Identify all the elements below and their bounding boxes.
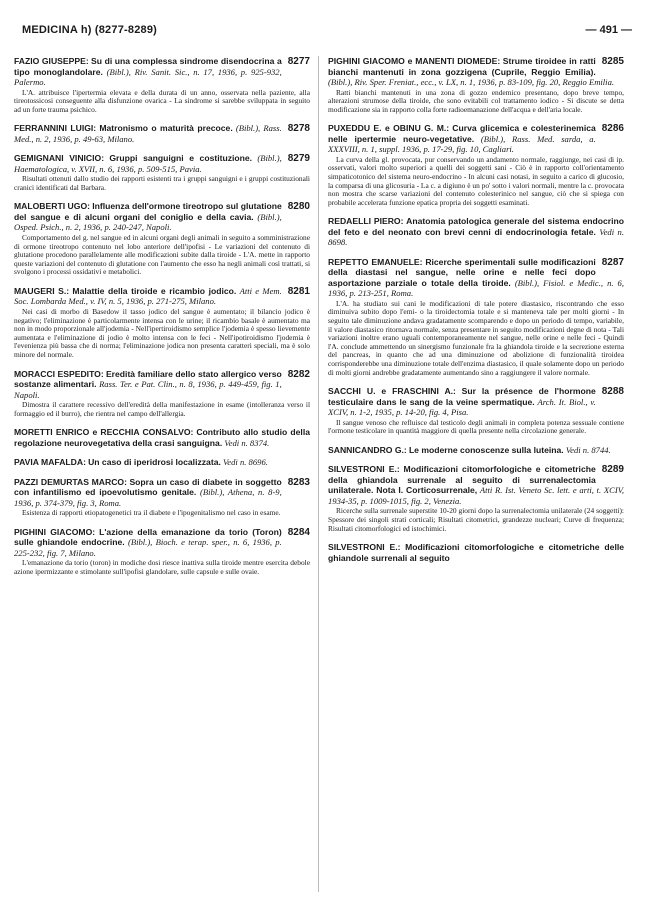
bibliography-entry: [14, 56, 310, 114]
entry-number: 8288: [601, 386, 624, 398]
entry-heading: [14, 457, 310, 468]
entry-title: Modificazioni citomorfologiche e citometriche delle ghiandole surrenali al seguito: [328, 542, 624, 563]
entry-number: 8278: [287, 123, 310, 135]
entry-heading: [328, 445, 624, 456]
entry-author: MAUGERI S.:: [14, 285, 70, 296]
entry-heading: [14, 286, 310, 307]
bibliography-entry: [14, 477, 310, 518]
entry-abstract: L'A. ha studiato sui cani le modificazioni di tale potere diastasico, riscontrando che esso diminuiva subito dopo l'emi- o la tiroidectomia totale e si manteneva tale per molti giorni - In seguito tale diminuzione andava gradatamente scomparendo e dopo un periodo di tempo, variabile, il valore diastasico ritornava normale, senza presentare in seguito modificazioni degne di nota - Tali variazioni inoltre erano uguali contemporaneamente nel sangue, nelle orine e nelle feci - Quindi l'A. conclude ammettendo un sinergismo funzionale fra la ghiandola tiroide e la secrezione esterna del pancreas, in quanto che ad una diminuzione od abolizione di funzionalità tiroidea corrisponderebbe una diminuzione totale dell'enzima diastasico, il quale solamente dopo un periodo di molti giorni andrebbe gradatamente aumentando sino a raggiungere il valore normale.: [328, 298, 624, 377]
bibliography-entry: [328, 464, 624, 533]
entry-author: SILVESTRONI E.:: [328, 464, 400, 475]
entry-heading: [328, 216, 624, 248]
entry-number: 8279: [287, 153, 310, 165]
entry-abstract: Il sangue venoso che refluisce dal testicolo degli animali in completa potenza sessuale contiene l'ormone testicolare in quantità maggiore di quella presente nella circolazione generale.: [328, 417, 624, 436]
page-number: — 491 —: [585, 24, 632, 36]
bibliography-entry: [328, 445, 624, 456]
entry-source: (Bibl.), Rass. Med. sarda, a. XXXVIII, n. 1, suppl. 1936, p. 17-29, fig. 10, Cagliari.: [328, 133, 596, 155]
entry-author: PIGHINI GIACOMO e MANENTI DIOMEDE:: [328, 56, 501, 66]
bibliography-entry: [14, 201, 310, 276]
entry-source: Atti e Mem. Soc. Lombarda Med., v. IV, n. 5, 1936, p. 271-275, Milano.: [14, 285, 282, 307]
page-header: [22, 24, 632, 40]
entry-author: FERRANNINI LUIGI:: [14, 123, 97, 134]
entry-heading: [14, 427, 310, 448]
entry-abstract: L'A. attribuisce l'ipertermia elevata e della durata di un anno, osservata nella paziente, alla tireotossicosi conseguente alla disfunzione ovarica - La sindrome si sarebbe sviluppata in seguito ad un forte trauma psichico.: [14, 87, 310, 114]
entry-abstract: Nei casi di morbo di Basedow il tasso jodico del sangue è aumentato; il bilancio jodico è negativo; l'eliminazione è particolarmente intensa con le urine; il ricambio basale è aumentato ma non in modo proporzionale all'jodemia - Nell'ipertiroidismo semplice l'jodemia è spesso lievemente aumentata e l'eliminazione di jodio è molto intensa con le feci - Nell'ipotiroidismo l'jodemia è l'evenienza più bassa che di norma; l'eliminazione jodica non presenta caratteri speciali, ma è solo minore del normale.: [14, 306, 310, 359]
left-column: [14, 56, 310, 892]
entry-title: Contributo allo studio della regolazione neurovegetativa della crasi sanguigna.: [14, 427, 310, 448]
entry-author: SACCHI U. e FRASCHINI A.:: [328, 386, 456, 397]
entry-number: 8282: [287, 368, 310, 380]
entry-author: PAVIA MAFALDA:: [14, 457, 86, 468]
entry-source: Vedi n. 8374.: [224, 437, 270, 448]
entry-author: MORETTI ENRICO e RECCHIA CONSALVO:: [14, 427, 194, 438]
entry-title: L'azione della emanazione da torio (Toron) sulle ghiandole endocrine.: [14, 526, 282, 548]
entry-source: Rass. Ter. e Pat. Clin., n. 8, 1936, p. 449-459, fig. 1, Napoli.: [14, 379, 282, 400]
entry-title: Ricerche sperimentali sulle modificazioni della diastasi nel sangue, nelle orine e nelle feci dopo asportazione parziale o totale della tiroide.: [328, 256, 596, 288]
entry-abstract: Esistenza di rapporti etiopatogenetici tra il diabete e l'ipogenitalismo nel caso in esame.: [22, 508, 281, 518]
entry-author: PUXEDDU E. e OBINU G. M.:: [328, 123, 450, 134]
entry-title: Le moderne conoscenze sulla luteina.: [408, 444, 564, 455]
entry-heading: [14, 477, 310, 509]
entry-title: Curva glicemica e colesterinemica nelle ipertermie neuro-vegetative.: [328, 123, 596, 144]
entry-author: REDAELLI PIERO:: [328, 216, 404, 227]
entry-source: (Bibl.), Bioch. e terap. sper., n. 6, 1936, p. 225-232, fig. 7, Milano.: [14, 537, 282, 558]
entry-abstract: L'emanazione da torio (toron) in modiche dosi riesce inattiva sulla tiroide mentre esercita debole azione ipermizzante e stimolante sull'ipofisi glandolare, sulle capsule e sulle ovaie.: [14, 558, 310, 576]
section-title: MEDICINA h) (8277-8289): [22, 24, 158, 36]
entry-heading: [14, 201, 310, 233]
bibliography-entry: [14, 527, 310, 577]
entry-number: 8281: [287, 285, 310, 297]
column-divider: [318, 56, 319, 892]
entry-abstract: Comportamento del g. nel sangue ed in alcuni organi degli animali in seguito a somministrazione di ormone tireotropo contenuto nel lobo anteriore dell'ipofisi - Le variazioni del contenuto di glutatione procedono parallelamente alle modificazioni subite dalla tiroide - L'A. mette in rapporto queste variazioni del contenuto di glutatione con l'aumento che esso ha negli animali così trattati, si svolgono i processi ossidativi e metabolici.: [14, 232, 310, 277]
entry-author: PAZZI DEMURTAS MARCO:: [14, 476, 127, 487]
entry-source: (Bibl.), Osped. Psich., n. 2, 1936, p. 240-247, Napoli.: [14, 211, 282, 233]
entry-heading: [14, 527, 310, 559]
entry-author: SANNICANDRO G.:: [328, 444, 407, 455]
bibliography-entry: [328, 257, 624, 377]
entry-number: 8280: [287, 201, 310, 213]
entry-author: GEMIGNANI VINICIO:: [14, 153, 105, 164]
entry-heading: [328, 257, 624, 299]
entry-source: Vedi n. 8698.: [328, 226, 624, 248]
entry-author: PIGHINI GIACOMO:: [14, 526, 96, 537]
entry-abstract: Ratti bianchi mantenuti in una zona di gozzo endemico presentano, dopo breve tempo, alterazioni strumose della tiroide, che sono evitabili col trattamento iodico - Si discute se detta modificazione sia in rapporto colla forte radioemanazione dell'acqua e dell'aria locale.: [328, 87, 624, 114]
entry-number: 8287: [601, 256, 624, 268]
entry-title: Anatomia patologica generale del sistema endocrino del feto e del neonato con brevi cenni di endocrinologia fetale.: [328, 216, 624, 237]
entry-heading: [14, 369, 310, 401]
bibliography-entry: [14, 457, 310, 468]
entry-author: REPETTO EMANUELE:: [328, 256, 423, 267]
entry-title: Modificazioni citomorfologiche e citometriche della ghiandola surrenale al seguito di surrenalectomia unilaterale. Nota I. Corticosurrenale,: [328, 464, 596, 496]
entry-heading: [14, 153, 310, 174]
entry-number: 8285: [601, 56, 624, 67]
entry-title: Gruppi sanguigni e costituzione.: [109, 153, 253, 164]
entry-abstract: Risultati ottenuti dallo studio dei rapporti esistenti tra i gruppi sanguigni e i gruppi costituzionali cranici identificati dal Barbara.: [14, 174, 310, 192]
entry-source: Arch. It. Biol., v. XCIV, n. 1-2, 1935, p. 14-20, fig. 4, Pisa.: [328, 396, 596, 418]
entry-number: 8284: [287, 526, 310, 538]
entry-abstract: La curva della gl. provocata, pur conservando un andamento normale, raggiunge, nei casi di ip. osservati, valori molto superiori a quelli dei soggetti sani - Ciò è in rapporto coll'orientamento simpaticotonico del sistema neuro-endocrino - In alcuni casi notasi, in seguito a carico di glucosio, la comparsa di una glicosuria - La c. a digiuno è un po' sotto i valori normali, mentre la c. provocata non mostra che scarse variazioni del contenuto colesterinico nel sangue, ciò che si spiega con probabile accelerata funzione epatica propria dei soggetti esaminati.: [328, 154, 624, 207]
entry-source: (Bibl.), Athena, n. 8-9, 1936, p. 374-379, fig. 3, Roma.: [14, 487, 282, 508]
entry-title: Sur la présence de l'hormone testiculaire dans le sang de la veine spermatique.: [328, 386, 596, 407]
entry-heading: [328, 386, 624, 418]
bibliography-entry: [14, 286, 310, 360]
bibliography-entry: [328, 123, 624, 207]
bibliography-entry: [328, 386, 624, 436]
bibliography-entry: [14, 369, 310, 419]
entry-title: Sopra un caso di diabete in soggetto con infantilismo ed ipoevolutismo genitale.: [14, 476, 282, 498]
bibliography-entry: [14, 427, 310, 448]
entry-number: 8286: [601, 123, 624, 135]
entry-heading: [328, 542, 624, 563]
bibliography-entry: [328, 216, 624, 248]
entry-author: MORACCI ESPEDITO:: [14, 368, 104, 379]
entry-author: SILVESTRONI E.:: [328, 542, 401, 553]
entry-source: (Bibl.), Rass. Med., n. 2, 1936, p. 49-63, Milano.: [14, 123, 282, 144]
entry-number: 8277: [287, 56, 310, 67]
right-column: [328, 56, 624, 892]
entry-heading: [14, 123, 310, 144]
entry-source: (Bibl.), Riv. Sanit. Sic., n. 17, 1936, p. 925-932, Palermo.: [14, 66, 282, 87]
entry-title: Strume tiroidee in ratti bianchi mantenuti in zona gozzigena (Cuprile, Reggio Emilia).: [328, 56, 596, 77]
entry-heading: [328, 464, 624, 506]
bibliography-entry: [328, 542, 624, 563]
entry-source: Atti R. Ist. Veneto Sc. lett. e arti, t. XCIV, 1934-35, p. 1009-1015, fig. 2, Venezia.: [328, 485, 624, 506]
entry-heading: [14, 56, 310, 88]
entry-title: Malattie della tiroide e ricambio jodico.: [72, 285, 237, 296]
entry-author: MALOBERTI UGO:: [14, 201, 90, 212]
entry-title: Eredità familiare dello stato allergico verso sostanze alimentari.: [14, 368, 282, 389]
entry-heading: [328, 123, 624, 155]
entry-abstract: Ricerche sulla surrenale superstite 10-20 giorni dopo la surrenalectomia unilaterale (24 soggetti): Spessore dei singoli strati corticali; Risultati citometrici, grandezze nucleari; Curve di frequenza; Risultati citomorfologici ed istochimici.: [328, 506, 624, 533]
entry-source: Vedi n. 8696.: [223, 457, 268, 468]
entry-number: 8289: [601, 464, 624, 476]
entry-source: (Bibl.), Haematologica, v. XVII, n. 6, 1936, p. 509-515, Pavia.: [14, 153, 282, 174]
entry-title: Matronismo o maturità precoce.: [99, 123, 233, 134]
entry-abstract: Dimostra il carattere recessivo dell'eredità della manifestazione in esame (intolleranza verso il formaggio ed il burro), che rientra nel campo dell'allergia.: [14, 400, 310, 418]
entry-title: Influenza dell'ormone tireotropo sul glutatione del sangue e di alcuni organi del coniglio e della cavia.: [14, 201, 282, 222]
entry-author: FAZIO GIUSEPPE:: [14, 56, 89, 66]
entry-number: 8283: [287, 476, 310, 488]
entry-title: Un caso di iperidrosi localizzata.: [88, 457, 221, 468]
bibliography-entry: [14, 123, 310, 144]
entry-source: Vedi n. 8744.: [565, 444, 611, 455]
entry-heading: [328, 56, 624, 88]
entry-source: (Bibl.), Riv. Sper. Freniat., ecc., v. LX, n. 1, 1936, p. 83-109, fig. 20, Reggio Emilia.: [328, 77, 615, 87]
entry-source: (Bibl.), Fisiol. e Medic., n. 6, 1936, p. 213-251, Roma.: [328, 277, 624, 299]
entry-title: Su di una complessa sindrome disendocrina a tipo monoglandolare.: [14, 56, 282, 77]
bibliography-entry: [328, 56, 624, 114]
bibliography-entry: [14, 153, 310, 192]
